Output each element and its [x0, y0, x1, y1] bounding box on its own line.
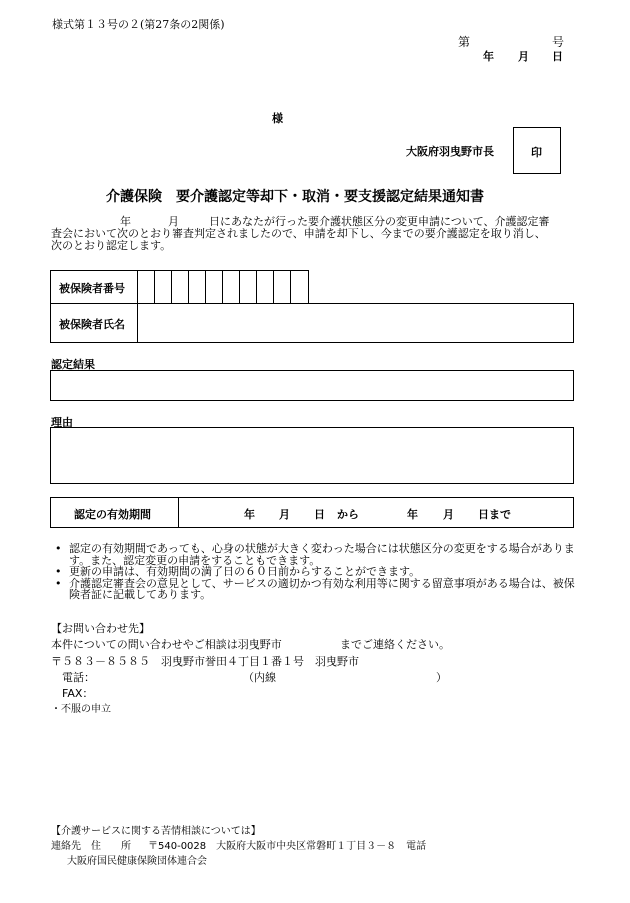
note-item: • 認定の有効期間であっても、心身の状態が大きく変わった場合には状態区分の変更をする場合があります。また、認定変更の申請をすることもできます。: [55, 543, 585, 566]
contact-line-1a: 本件についての問い合わせやご相談は羽曳野市: [51, 638, 282, 651]
insured-name-row: [50, 303, 574, 343]
seal-box: [513, 127, 561, 174]
header-date-month: 月: [518, 50, 529, 63]
validity-start-day: 日: [314, 508, 325, 521]
insured-number-label: 被保険者番号: [59, 282, 125, 295]
document-title: 介護保険 要介護認定等却下・取消・要支援認定結果通知書: [106, 189, 484, 205]
result-label: 認定結果: [51, 358, 95, 371]
doc-number-dai: 第: [458, 35, 471, 49]
intro-line-2: 査会において次のとおり審査判定されましたので、申請を却下し、今までの要介護認定を取り消し、: [51, 227, 546, 240]
complaint-org: 大阪府国民健康保険団体連合会: [67, 856, 207, 867]
reason-label: 理由: [51, 416, 73, 429]
header-date-day: 日: [552, 50, 563, 63]
contact-address: 〒５８３－８５８５ 羽曳野市誉田４丁目１番１号 羽曳野市: [51, 655, 359, 668]
note-item: • 更新の申請は、有効期間の満了日の６０日前からすることができます。: [55, 566, 585, 578]
validity-end-day-until: 日まで: [478, 508, 511, 521]
result-box: [50, 370, 574, 401]
contact-tel-label: 電話：: [62, 671, 95, 684]
doc-number-go: 号: [552, 35, 565, 49]
note-item: • 介護認定審査会の意見として、サービスの適切かつ有効な利用等に関する留意事項がある場合は、被保険者証に記載してあります。: [55, 578, 585, 601]
contact-extension-open: （内線: [243, 671, 276, 684]
reason-box: [50, 427, 574, 484]
issuer-name: 大阪府羽曳野市長: [406, 145, 494, 158]
appeal-label: ・不服の申立: [51, 704, 111, 715]
validity-from: から: [337, 508, 359, 521]
intro-paragraph: [51, 216, 579, 252]
seal-text: 印: [531, 146, 542, 159]
notes-list: [55, 543, 585, 601]
contact-heading: 【お問い合わせ先】: [51, 622, 150, 635]
contact-line-1b: までご連絡ください。: [340, 638, 450, 651]
intro-line-1: 年 月 日にあなたが行った要介護状態区分の変更申請について、介護認定審: [120, 215, 550, 228]
intro-month: 月: [168, 215, 179, 228]
contact-extension-close: ）: [436, 671, 447, 684]
form-number: 様式第１３号の２(第27条の2関係): [52, 18, 225, 31]
complaint-address: 〒540-0028 大阪府大阪市中央区常磐町１丁目３－８ 電話: [148, 841, 427, 852]
validity-end-year: 年: [407, 508, 418, 521]
header-date-year: 年: [483, 50, 494, 63]
addressee-suffix: 様: [272, 112, 283, 125]
intro-line-3: 次のとおり認定します。: [51, 239, 172, 252]
complaint-contact-label: 連絡先 住 所: [51, 841, 131, 852]
intro-year: 年: [120, 215, 131, 228]
insured-name-label: 被保険者氏名: [59, 318, 125, 331]
validity-label: 認定の有効期間: [74, 508, 151, 521]
validity-start-year: 年: [244, 508, 255, 521]
validity-start-month: 月: [279, 508, 290, 521]
complaint-heading: 【介護サービスに関する苦情相談については】: [51, 826, 261, 837]
contact-fax-label: FAX：: [62, 687, 94, 700]
validity-end-month: 月: [443, 508, 454, 521]
